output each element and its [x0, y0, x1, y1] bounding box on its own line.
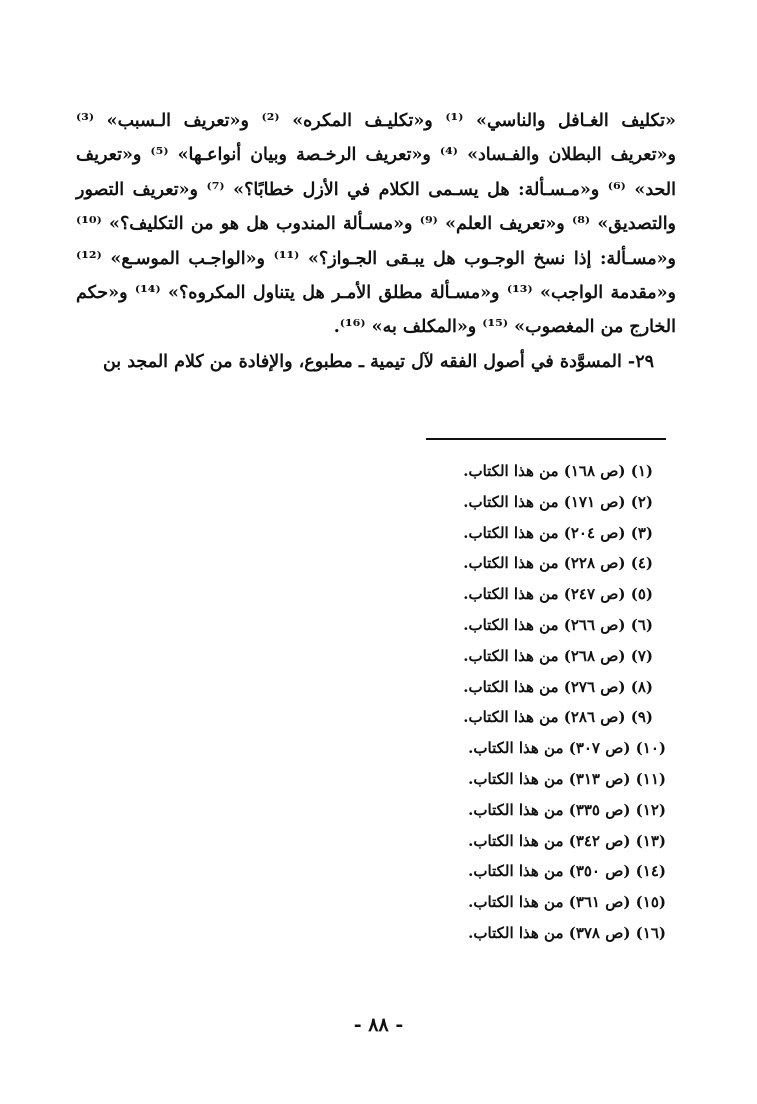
footnote-item: (٦) (ص ٢٦٦) من هذا الكتاب. [463, 615, 653, 634]
footnote-item: (١٣) (ص ٣٤٢) من هذا الكتاب. [468, 831, 666, 850]
footnote-item: (٧) (ص ٢٦٨) من هذا الكتاب. [463, 646, 653, 665]
footnote-item: (١٦) (ص ٣٧٨) من هذا الكتاب. [468, 923, 666, 942]
footnote-divider [426, 438, 666, 440]
main-text [76, 104, 676, 379]
footnote-item: (٩) (ص ٢٨٦) من هذا الكتاب. [463, 708, 653, 727]
footnote-item: (٥) (ص ٢٤٧) من هذا الكتاب. [463, 585, 653, 604]
footnote-item: (٨) (ص ٢٧٦) من هذا الكتاب. [463, 677, 653, 696]
footnote-item: (٣) (ص ٢٠٤) من هذا الكتاب. [463, 523, 653, 542]
footnote-item: (٢) (ص ١٧١) من هذا الكتاب. [463, 492, 653, 511]
footnote-item: (١٤) (ص ٣٥٠) من هذا الكتاب. [468, 862, 666, 881]
footnote-item: (١٥) (ص ٣٦١) من هذا الكتاب. [468, 893, 666, 912]
footnote-item: (١١) (ص ٣١٣) من هذا الكتاب. [468, 769, 666, 788]
footnotes-list [300, 456, 666, 949]
list-entry-29: ٢٩- المسوَّدة في أصول الفقه لآل تيمية ـ مطبوع، والإفادة من كلام المجد بن [102, 351, 654, 372]
footnote-item: (١٢) (ص ٣٣٥) من هذا الكتاب. [468, 800, 666, 819]
footnote-item: (١) (ص ١٦٨) من هذا الكتاب. [463, 462, 653, 480]
body-paragraph: «تكليف الغـافل والناسي» ⁽¹⁾ و«تكليـف المكره» ⁽²⁾ و«تعريف الـسبب» ⁽³⁾ و«تعريف البطلان والفـساد» ⁽⁴⁾ و«تعريف الرخـصة وبيان أنواعـها» ⁽⁵⁾ و«تعريف الحد» ⁽⁶⁾ و«مـسـألة: هل يسـمى الكلام في الأزل خطابًا؟» ⁽⁷⁾ و«تعريف التصور والتصديق» ⁽⁸⁾ و«تعريف العلم» ⁽⁹⁾ و«مسـألة المندوب هل هو من التكليف؟» ⁽¹⁰⁾ و«مسـألة: إذا نسخ الوجـوب هل يبـقى الجـواز؟» ⁽¹¹⁾ و«الواجـب الموسـع» ⁽¹²⁾ و«مقدمة الواجب» ⁽¹³⁾ و«مسـألة مطلق الأمـر هل يتناول المكروه؟» ⁽¹⁴⁾ و«حكم الخارج من المغصوب» ⁽¹⁵⁾ و«المكلف به» ⁽¹⁶⁾. [76, 111, 677, 338]
footnote-item: (٤) (ص ٢٢٨) من هذا الكتاب. [463, 554, 653, 573]
page-number: - ٨٨ - [353, 1014, 404, 1036]
footnote-item: (١٠) (ص ٣٠٧) من هذا الكتاب. [468, 739, 666, 758]
